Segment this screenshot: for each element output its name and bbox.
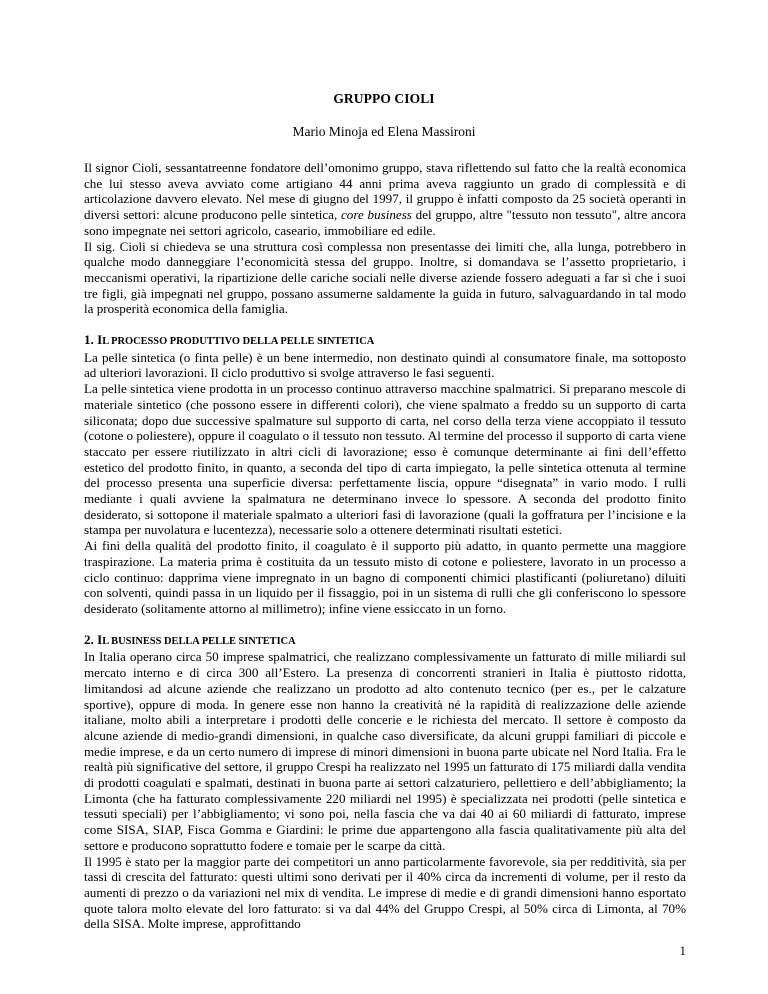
section-paragraph: La pelle sintetica (o finta pelle) è un bene intermedio, non destinato quindi al consumatore finale, ma sottoposto ad ulteriori lavorazioni. Il ciclo produttivo si svolge attraverso le fasi seguenti. xyxy=(84,349,686,381)
section-heading: 2. IL BUSINESS DELLA PELLE SINTETICA xyxy=(84,631,296,647)
section-paragraph: Ai fini della qualità del prodotto finito, il coagulato è il supporto più adatto, in quanto permette una maggiore traspirazione. La materia prima è costituita da un tessuto misto di cotone e poliestere, lavorato in un processo a ciclo continuo: dapprima viene impregnato in un bagno di componenti chimici plastificanti (poliuretano) diluiti con solventi, quindi passa in un liquido per il fissaggio, poi in un sistema di rulli che gli conferiscono lo spessore desiderato (solitamente attorno al millimetro); infine viene essiccato in un forno. xyxy=(84,538,686,616)
intro-paragraph: Il signor Cioli, sessantatreenne fondatore dell’omonimo gruppo, stava riflettendo sul fatto che la realtà economica che lui stesso aveva avviato come artigiano 44 anni prima aveva raggiunto un grado di complessità e di articolazione davvero elevato. Nel mese di giugno del 1997, il gruppo è infatti composto da 25 società operanti in diversi settori: alcune producono pelle sintetica, core business del gruppo, altre "tessuto non tessuto", altre ancora sono impegnate nei settori agricolo, caseario, immobiliare ed edile. xyxy=(84,160,686,238)
document-title: GRUPPO CIOLI xyxy=(333,91,435,106)
document-body xyxy=(84,160,686,932)
section-paragraph: La pelle sintetica viene prodotta in un processo continuo attraverso macchine spalmatrici. Si preparano mescole di materiale sintetico (che possono essere in differenti colori), che viene spalmato a freddo su un supporto di carta siliconata; dopo due successive spalmature sul supporto di carta, nel corso della terza viene accoppiato il tessuto (cotone o poliestere), oppure il coagulato o il tessuto non tessuto. Al termine del processo il supporto di carta viene staccato per essere riutilizzato in altri cicli di lavorazione; esso è comunque determinante ai fini dell’effetto estetico del prodotto finito, in quanto, a seconda del tipo di carta impiegato, la pelle sintetica ottenuta al termine del processo presenta una superficie diversa: perfettamente liscia, oppure “disegnata” in vario modo. I rulli mediante i quali avviene la spalmatura ne determinano invece lo spessore. A seconda del prodotto finito desiderato, si sottopone il materiale spalmato a ulteriori fasi di lavorazione (quali la goffratura per l’incisione e la stampa per nuvolatura e lucentezza), necessarie solo a ottenere determinati risultati estetici. xyxy=(84,381,686,538)
emphasis-text: core business xyxy=(341,207,412,223)
section-heading: 1. IL PROCESSO PRODUTTIVO DELLA PELLE SINTETICA xyxy=(84,332,375,348)
intro-paragraph: Il sig. Cioli si chiedeva se una struttura così complessa non presentasse dei limiti che, alla lunga, potrebbero in qualche modo danneggiare l’economicità stessa del gruppo. Inoltre, si domandava se l’assetto proprietario, i meccanismi operativi, la ripartizione delle cariche sociali nelle diverse aziende fossero adeguati a far sì che i suoi tre figli, già impegnati nel gruppo, possano assumerne saldamente la guida in futuro, salvaguardando in tal modo la prosperità economica della famiglia. xyxy=(84,238,686,317)
section-paragraph: Il 1995 è stato per la maggior parte dei competitori un anno particolarmente favorevole, sia per redditività, sia per tassi di crescita del fatturato: questi ultimi sono derivati per il 40% circa da incrementi di volume, per il resto da aumenti di prezzo o da variazioni nel mix di vendita. Le imprese di medie e di grandi dimensioni hanno esportato quote talora molto elevate del loro fatturato: si va dal 44% del Gruppo Crespi, al 50% circa di Limonta, al 70% della SISA. Molte imprese, approfittando xyxy=(84,853,686,932)
document-authors: Mario Minoja ed Elena Massironi xyxy=(292,124,476,139)
page-number: 1 xyxy=(679,943,686,958)
section-paragraph: In Italia operano circa 50 imprese spalmatrici, che realizzano complessivamente un fatturato di mille miliardi sul mercato interno e di circa 300 all’Estero. La presenza di concorrenti stranieri in Italia è piuttosto ridotta, limitandosi ad alcune aziende che realizzano un prodotto ad alto contenuto tecnico (per es., per le calzature sportive), oppure di moda. In genere esse non hanno la creatività né la rapidità di realizzazione delle aziende italiane, molto abili a interpretare i prodotti delle concerie e le richiesta del mercato. Il settore è composto da alcune aziende di medio-grandi dimensioni, in qualche caso diversificate, da alcuni gruppi familiari di piccole e medie imprese, e da un certo numero di imprese di minori dimensioni in buona parte ubicate nel Nord Italia. Fra le realtà più significative del settore, il gruppo Crespi ha realizzato nel 1995 un fatturato di 175 miliardi dalla vendita di prodotti coagulati e spalmati, destinati in buona parte ai settori calzaturiero, pellettiero e dell’abbigliamento; la Limonta (che ha fatturato complessivamente 220 miliardi nel 1995) è specializzata nei prodotti (pelle sintetica e tessuti speciali) per l’abbigliamento; vi sono poi, nella fascia che va dai 40 ai 60 miliardi di fatturato, imprese come SISA, SIAP, Fisca Gomma e Giardini: le prime due appartengono alla fascia qualitativamente più alta del settore e producono soprattutto fodere e tomaie per le scarpe da città. xyxy=(84,649,686,853)
